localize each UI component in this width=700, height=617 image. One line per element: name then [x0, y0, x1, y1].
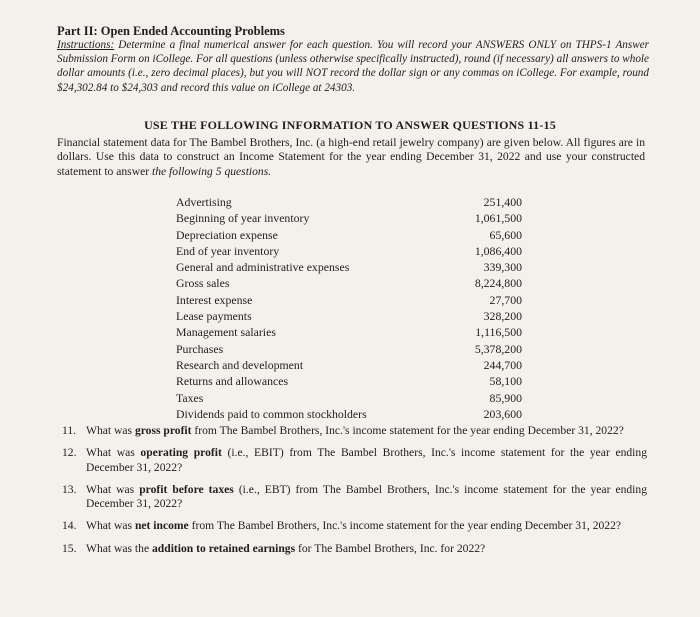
- row-label: Depreciation expense: [176, 227, 278, 242]
- instructions-label: Instructions:: [57, 39, 115, 51]
- question-text: [86, 483, 647, 512]
- table-row: [176, 194, 522, 210]
- question-number: 15.: [62, 541, 77, 555]
- table-row: [176, 357, 522, 373]
- row-value: 85,900: [489, 390, 522, 405]
- question-item: [62, 446, 647, 475]
- row-value: 65,600: [489, 227, 522, 242]
- row-value: 1,086,400: [474, 243, 522, 258]
- row-label: Taxes: [176, 390, 204, 405]
- table-row: [176, 210, 522, 226]
- question-text: [86, 519, 647, 533]
- row-label: Returns and allowances: [176, 374, 289, 389]
- table-row: [176, 324, 522, 340]
- question-post: from The Bambel Brothers, Inc.'s income statement for the year ending December 31, 2022?: [191, 424, 624, 437]
- table-row: [176, 227, 522, 243]
- row-label: Research and development: [176, 357, 304, 372]
- intro-paragraph: [57, 136, 645, 179]
- question-keyword: operating profit: [140, 446, 222, 460]
- table-row: [176, 275, 522, 291]
- row-value: 5,378,200: [474, 341, 522, 356]
- row-label: Dividends paid to common stockholders: [176, 406, 367, 421]
- question-number: 11.: [62, 424, 77, 437]
- question-item: [62, 519, 647, 533]
- intro-emphasis: the following 5 questions.: [151, 164, 272, 178]
- table-row: [176, 373, 522, 389]
- table-row: [176, 292, 522, 308]
- question-pre: What was: [86, 424, 135, 437]
- question-number: 14.: [62, 519, 77, 533]
- question-post: for The Bambel Brothers, Inc. for 2022?: [295, 541, 486, 555]
- question-list: [62, 424, 647, 564]
- question-text: [86, 542, 647, 556]
- question-post: from The Bambel Brothers, Inc.'s income statement for the year ending December 31, 2022?: [188, 519, 622, 533]
- question-pre: What was: [86, 482, 140, 496]
- question-post: (i.e., EBT) from The Bambel Brothers, Inc.'s income statement for the year ending December 31, 2022?: [86, 482, 648, 511]
- table-row: [176, 341, 522, 357]
- row-label: Advertising: [176, 195, 232, 209]
- part-title: Part II: Open Ended Accounting Problems: [57, 24, 285, 38]
- table-row: [176, 308, 522, 324]
- question-number: 12.: [62, 446, 77, 460]
- intro-text: Financial statement data for The Bambel Brothers, Inc. (a high-end retail jewelry company) are given below. All figures are in dollars. Use this data to construct an Income Statement for the year ending December 31, 2022 and use your constructed statement to answer: [57, 136, 645, 178]
- question-number: 13.: [62, 482, 77, 496]
- row-label: Interest expense: [176, 292, 253, 307]
- question-pre: What was the: [86, 541, 152, 555]
- financial-data-table: [176, 194, 522, 422]
- row-value: 1,061,500: [474, 211, 522, 226]
- row-value: 1,116,500: [475, 325, 522, 340]
- question-post: (i.e., EBIT) from The Bambel Brothers, Inc.'s income statement for the year ending December 31, 2022?: [86, 446, 647, 474]
- row-value: 244,700: [483, 357, 522, 372]
- question-item: [62, 542, 647, 556]
- row-label: Lease payments: [176, 309, 252, 324]
- question-pre: What was: [86, 446, 141, 460]
- question-pre: What was: [86, 519, 135, 533]
- row-label: General and administrative expenses: [176, 260, 350, 275]
- table-row: [176, 259, 522, 275]
- question-text: [86, 424, 647, 438]
- question-item: [62, 424, 647, 438]
- table-row: [176, 406, 522, 422]
- row-value: 27,700: [489, 292, 522, 307]
- row-label: Management salaries: [176, 325, 276, 340]
- question-keyword: net income: [134, 519, 189, 533]
- section-heading: USE THE FOLLOWING INFORMATION TO ANSWER QUESTIONS 11-15: [144, 118, 556, 132]
- question-keyword: gross profit: [134, 424, 192, 437]
- row-value: 58,100: [489, 374, 522, 389]
- row-value: 203,600: [483, 406, 522, 421]
- table-row: [176, 243, 522, 259]
- question-item: [62, 483, 647, 512]
- row-label: Beginning of year inventory: [176, 211, 310, 226]
- row-value: 328,200: [483, 309, 522, 324]
- instructions-text: Determine a final numerical answer for each question. You will record your ANSWERS ONLY on THPS-1 Answer Submission Form on iCollege. For all questions (unless otherwise specifically instructed), round (if necessary) all answers to whole dollar amounts (i.e., zero decimal places), but you will NOT record the dollar sign or any commas on iCollege. For example, round $24,302.84 to $24,303 and record this value on iCollege at 24303.: [57, 39, 650, 94]
- question-text: [86, 446, 647, 475]
- row-value: 251,400: [483, 195, 522, 209]
- table-row: [176, 390, 522, 406]
- row-label: Purchases: [176, 341, 224, 356]
- instructions-paragraph: [57, 38, 649, 95]
- row-label: Gross sales: [176, 276, 230, 291]
- row-value: 339,300: [483, 260, 522, 275]
- row-value: 8,224,800: [474, 276, 522, 291]
- question-keyword: addition to retained earnings: [152, 541, 296, 555]
- question-keyword: profit before taxes: [139, 482, 234, 496]
- row-label: End of year inventory: [176, 243, 280, 258]
